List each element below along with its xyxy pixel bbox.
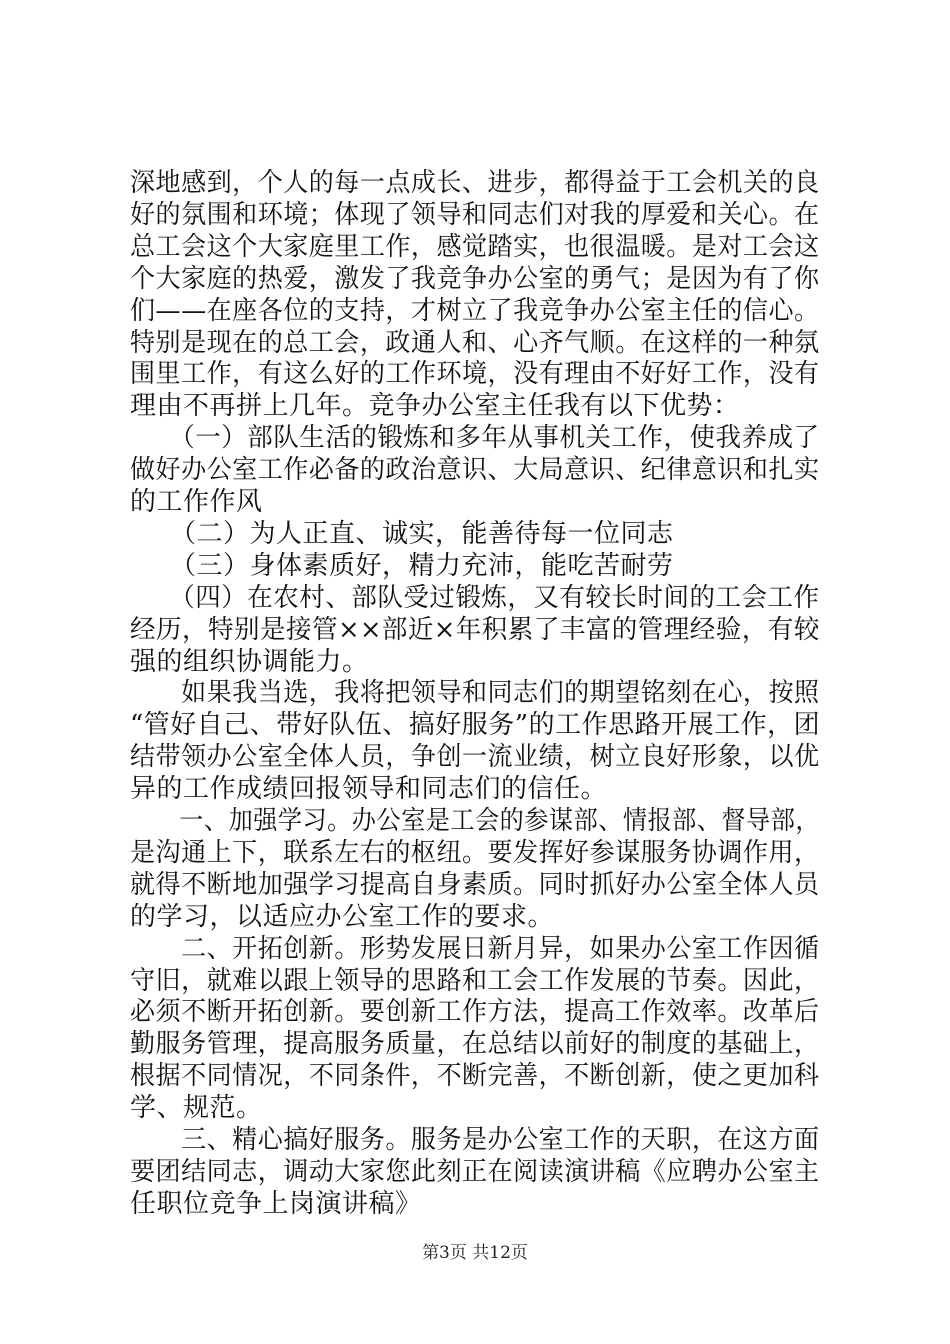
text-line: 深地感到，个人的每一点成长、进步，都得益于工会机关的良 [130,168,820,198]
text-line: 如果我当选，我将把领导和同志们的期望铭刻在心，按照 [130,678,820,709]
text-line: 个大家庭的热爱，激发了我竞争办公室的勇气；是因为有了你 [130,263,820,294]
text-line: 必须不断开拓创新。要创新工作方法，提高工作效率。改革后 [130,997,820,1028]
page-number-footer: 第3页 共12页 [422,1243,528,1263]
text-line: 总工会这个大家庭里工作，感觉踏实，也很温暖。是对工会这 [130,231,820,262]
text-line: 一、加强学习。办公室是工会的参谋部、情报部、督导部， [130,806,821,836]
text-line: 勤服务管理，提高服务质量，在总结以前好的制度的基础上， [130,1029,820,1060]
text-line: 要团结同志，调动大家您此刻正在阅读演讲稿《应聘办公室主 [130,1156,820,1187]
text-line: “管好自己、带好队伍、搞好服务”的工作思路开展工作，团 [130,710,821,741]
text-line: 二、开拓创新。形势发展日新月异，如果办公室工作因循 [130,933,820,964]
text-line: 经历，特别是接管××部近×年积累了丰富的管理经验，有较 [130,614,820,645]
text-line: 强的组织协调能力。 [130,646,369,677]
text-line: 就得不断地加强学习提高自身素质。同时抓好办公室全体人员 [130,869,820,900]
text-line: 们——在座各位的支持，才树立了我竞争办公室主任的信心。 [130,295,820,326]
text-line: 的工作作风 [130,487,263,517]
text-line: 异的工作成绩回报领导和同志们的信任。 [130,774,608,805]
text-line: 做好办公室工作必备的政治意识、大局意识、纪律意识和扎实 [130,455,820,486]
text-line: 的学习，以适应办公室工作的要求。 [130,901,555,932]
text-line: 守旧，就难以跟上领导的思路和工会工作发展的节奏。因此， [130,965,820,996]
text-line: 学、规范。 [130,1093,263,1124]
text-line: （一）部队生活的锻炼和多年从事机关工作，使我养成了 [130,423,820,454]
text-line: 特别是现在的总工会，政通人和、心齐气顺。在这样的一种氛 [130,327,820,358]
text-line: 好的氛围和环境；体现了领导和同志们对我的厚爱和关心。在 [130,199,820,230]
text-line: 结带领办公室全体人员，争创一流业绩，树立良好形象，以优 [130,742,820,773]
text-line: 任职位竞争上岗演讲稿》 [130,1188,422,1219]
text-line: （四）在农村、部队受过锻炼，又有较长时间的工会工作 [130,582,820,613]
text-line: （二）为人正直、诚实，能善待每一位同志 [130,518,674,549]
text-line: 理由不再拼上几年。竞争办公室主任我有以下优势： [130,391,740,422]
text-line: 根据不同情况，不同条件，不断完善，不断创新，使之更加科 [130,1061,820,1092]
text-line: 围里工作，有这么好的工作环境，没有理由不好好工作，没有 [130,359,820,390]
text-line: （三）身体素质好，精力充沛，能吃苦耐劳 [130,550,674,581]
text-line: 三、精心搞好服务。服务是办公室工作的天职，在这方面 [130,1125,820,1155]
text-line: 是沟通上下，联系左右的枢纽。要发挥好参谋服务协调作用， [130,837,820,868]
